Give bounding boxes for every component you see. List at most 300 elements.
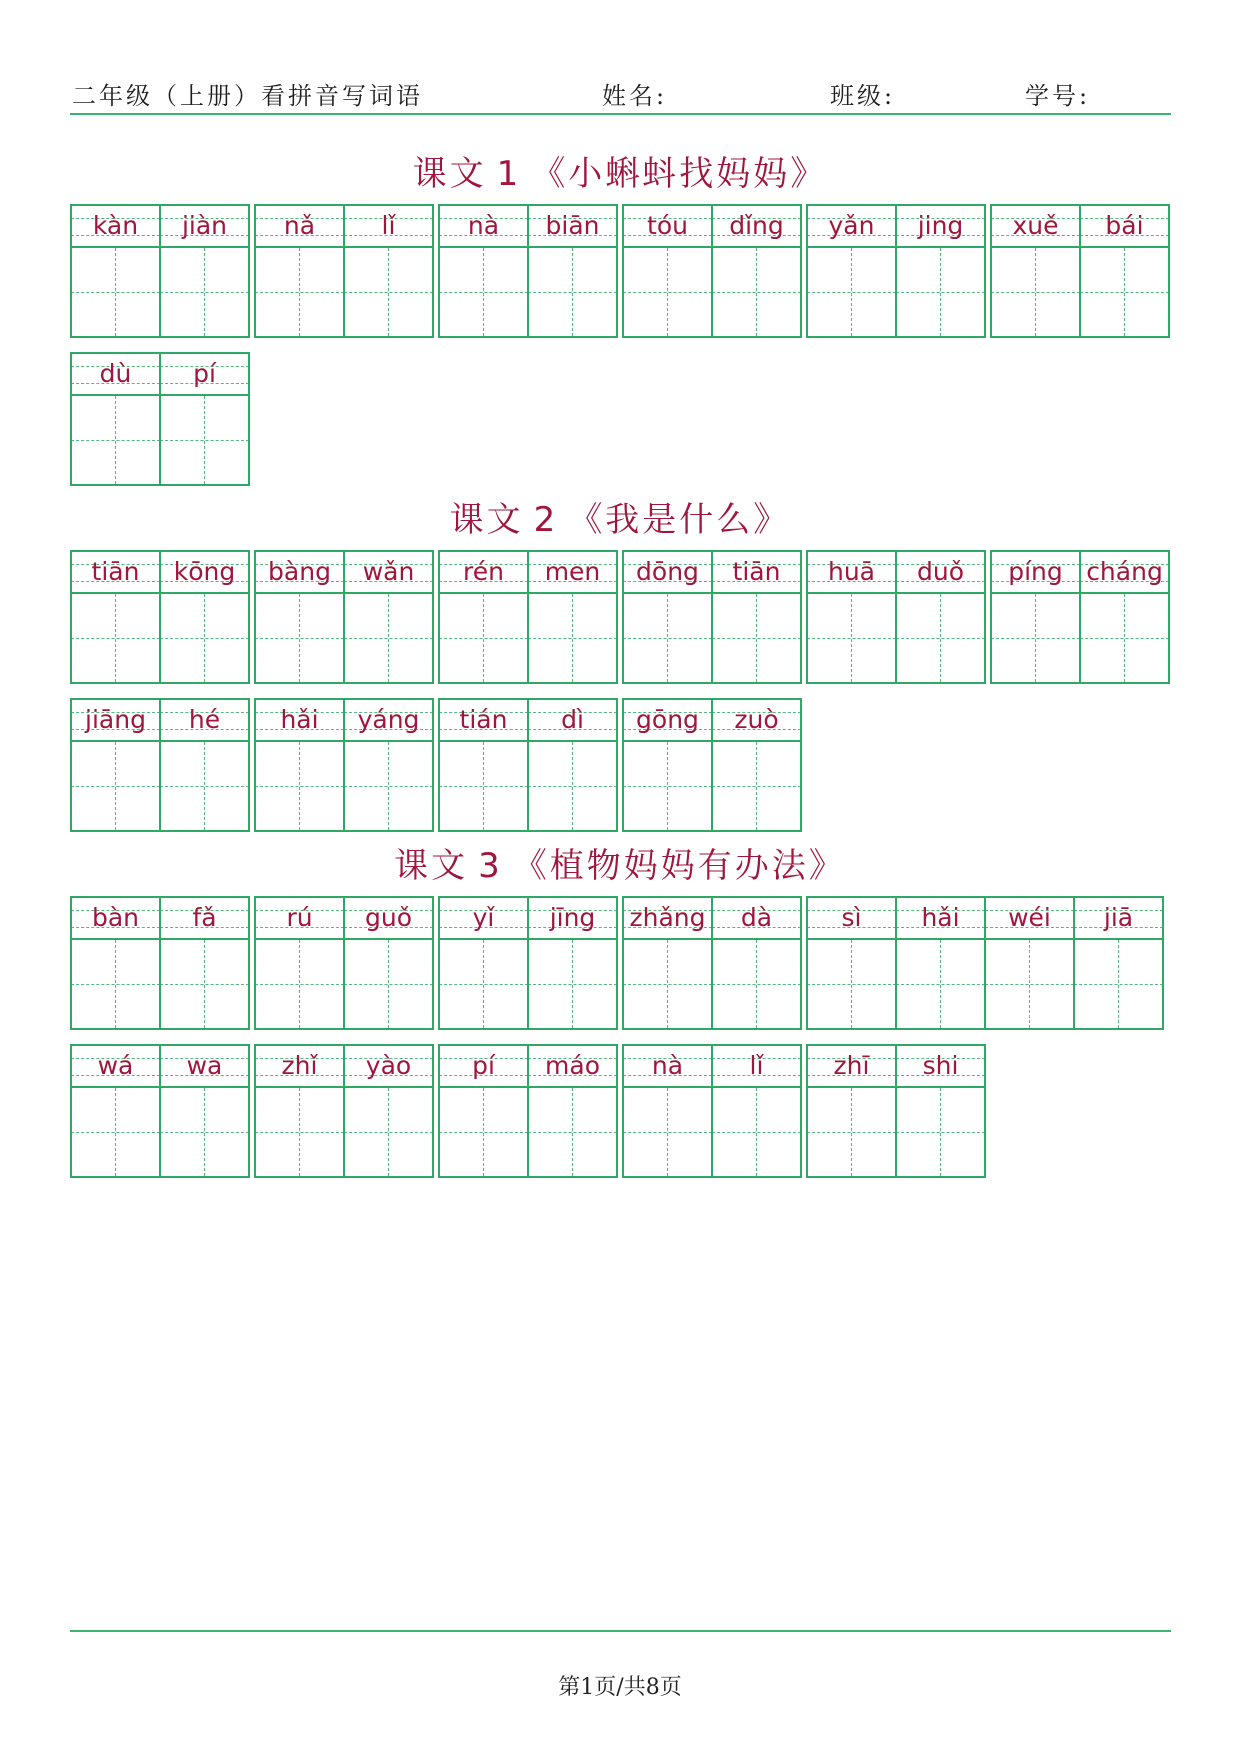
pinyin-lines: [712, 1044, 801, 1088]
pinyin-text: bàn: [91, 903, 140, 932]
pinyin-lines: [623, 896, 712, 940]
pinyin-text: rén: [463, 557, 504, 586]
cell-divider: [990, 204, 992, 338]
tian-grid-writing-box[interactable]: [439, 248, 528, 338]
pinyin-text: jiā: [1103, 903, 1134, 932]
word-box: [70, 204, 250, 338]
cell-divider: [159, 896, 161, 1030]
pinyin-text: yǎn: [828, 211, 875, 240]
character-cell: [344, 1044, 433, 1178]
tian-grid-writing-box[interactable]: [623, 248, 712, 338]
pinyin-text: sì: [841, 903, 862, 932]
tian-grid-writing-box[interactable]: [528, 940, 617, 1030]
pinyin-text: yáng: [357, 705, 420, 734]
character-cell: [160, 550, 249, 684]
lesson-prefix: 课文: [394, 846, 469, 886]
page-number: 第1页/共8页: [558, 1675, 682, 1700]
word-box: [622, 1044, 802, 1178]
tian-grid-writing-box[interactable]: [439, 1088, 528, 1178]
tian-grid-writing-box[interactable]: [1074, 940, 1163, 1030]
pinyin-text: wǎn: [362, 557, 415, 586]
character-cell: [623, 1044, 712, 1178]
lesson-title-1: [0, 146, 1240, 195]
cell-divider: [248, 352, 250, 486]
pinyin-lines: [528, 1044, 617, 1088]
cell-divider: [248, 896, 250, 1030]
pinyin-lines: [807, 896, 896, 940]
cell-divider: [254, 550, 256, 684]
pinyin-lines: [623, 1044, 712, 1088]
tian-grid-writing-box[interactable]: [255, 742, 344, 832]
lesson-number: 1: [496, 154, 522, 194]
tian-grid-writing-box[interactable]: [712, 1088, 801, 1178]
character-cell: [807, 1044, 896, 1178]
worksheet-header: [70, 70, 1170, 114]
cell-divider: [248, 550, 250, 684]
pinyin-text: zhǐ: [281, 1051, 318, 1080]
pinyin-lines: [528, 698, 617, 742]
pinyin-text: yào: [365, 1051, 412, 1080]
pinyin-text: píng: [1008, 557, 1063, 586]
character-cell: [807, 550, 896, 684]
cell-divider: [438, 698, 440, 832]
cell-divider: [616, 204, 618, 338]
pinyin-lines: [896, 896, 985, 940]
word-box: [70, 698, 250, 832]
tian-grid-writing-box[interactable]: [439, 742, 528, 832]
word-box: [254, 896, 434, 1030]
cell-divider: [159, 1044, 161, 1178]
word-box: [622, 896, 802, 1030]
tian-grid-writing-box[interactable]: [528, 248, 617, 338]
pinyin-text: zhǎng: [629, 903, 706, 932]
pinyin-lines: [344, 550, 433, 594]
pinyin-lines: [439, 204, 528, 248]
pinyin-lines: [896, 550, 985, 594]
tian-grid-writing-box[interactable]: [712, 940, 801, 1030]
tian-grid-writing-box[interactable]: [344, 742, 433, 832]
pinyin-lines: [71, 550, 160, 594]
character-cell: [255, 896, 344, 1030]
pinyin-lines: [344, 698, 433, 742]
pinyin-text: kàn: [92, 211, 139, 240]
tian-grid-writing-box[interactable]: [344, 940, 433, 1030]
cell-divider: [616, 1044, 618, 1178]
word-box: [254, 698, 434, 832]
cell-divider: [1073, 896, 1075, 1030]
tian-grid-writing-box[interactable]: [160, 1088, 249, 1178]
cell-divider: [800, 896, 802, 1030]
pinyin-lines: [623, 698, 712, 742]
character-cell: [896, 896, 985, 1030]
character-cell: [344, 204, 433, 338]
word-box: [622, 204, 802, 338]
cell-divider: [895, 204, 897, 338]
word-box: [806, 896, 1164, 1030]
tian-grid-writing-box[interactable]: [255, 1088, 344, 1178]
cell-divider: [432, 698, 434, 832]
pinyin-text: nà: [651, 1051, 684, 1080]
word-box: [806, 550, 986, 684]
character-cell: [255, 550, 344, 684]
pinyin-lines: [623, 204, 712, 248]
pinyin-text: pí: [193, 359, 216, 388]
word-box: [70, 1044, 250, 1178]
cell-divider: [806, 204, 808, 338]
pinyin-lines: [255, 698, 344, 742]
tian-grid-writing-box[interactable]: [255, 248, 344, 338]
tian-grid-writing-box[interactable]: [160, 396, 249, 486]
cell-divider: [70, 1044, 72, 1178]
tian-grid-writing-box[interactable]: [71, 248, 160, 338]
character-cell: [71, 698, 160, 832]
pinyin-lines: [807, 550, 896, 594]
pinyin-text: rú: [286, 903, 313, 932]
pinyin-lines: [71, 896, 160, 940]
cell-divider: [984, 1044, 986, 1178]
tian-grid-writing-box[interactable]: [896, 940, 985, 1030]
lesson-name: 《植物妈妈有办法》: [512, 846, 846, 886]
cell-divider: [800, 698, 802, 832]
pinyin-text: dǐng: [729, 211, 784, 240]
cell-divider: [438, 1044, 440, 1178]
pinyin-lines: [255, 896, 344, 940]
character-cell: [528, 204, 617, 338]
tian-grid-writing-box[interactable]: [344, 1088, 433, 1178]
lesson-prefix: 课文: [412, 154, 487, 194]
pinyin-lines: [255, 550, 344, 594]
cell-divider: [254, 698, 256, 832]
tian-grid-writing-box[interactable]: [896, 1088, 985, 1178]
pinyin-lines: [439, 896, 528, 940]
word-box: [806, 204, 986, 338]
worksheet-title: 二年级（上册）看拼音写词语: [72, 82, 423, 110]
cell-divider: [438, 896, 440, 1030]
cell-divider: [984, 204, 986, 338]
pinyin-lines: [991, 550, 1080, 594]
cell-divider: [1079, 550, 1081, 684]
tian-grid-writing-box[interactable]: [623, 1088, 712, 1178]
tian-grid-writing-box[interactable]: [344, 594, 433, 684]
cell-divider: [248, 698, 250, 832]
character-cell: [1080, 550, 1169, 684]
pinyin-text: wa: [186, 1051, 223, 1080]
cell-divider: [527, 550, 529, 684]
pinyin-text: biān: [545, 211, 600, 240]
pinyin-lines: [623, 550, 712, 594]
character-cell: [255, 204, 344, 338]
pinyin-text: bàng: [268, 557, 331, 586]
tian-grid-writing-box[interactable]: [1080, 248, 1169, 338]
class-label: 班级:: [830, 82, 896, 110]
tian-grid-writing-box[interactable]: [160, 594, 249, 684]
character-cell: [991, 550, 1080, 684]
pinyin-lines: [344, 1044, 433, 1088]
pinyin-text: huā: [827, 557, 875, 586]
lesson-number: 2: [533, 500, 559, 540]
cell-divider: [159, 352, 161, 486]
pinyin-lines: [528, 896, 617, 940]
character-cell: [71, 896, 160, 1030]
character-cell: [712, 698, 801, 832]
tian-grid-writing-box[interactable]: [712, 594, 801, 684]
character-cell: [255, 1044, 344, 1178]
tian-grid-writing-box[interactable]: [255, 594, 344, 684]
character-cell: [1074, 896, 1163, 1030]
pinyin-lines: [528, 550, 617, 594]
lesson-title-2: [0, 492, 1240, 541]
pinyin-text: dù: [99, 359, 132, 388]
pinyin-lines: [160, 550, 249, 594]
pinyin-lines: [71, 352, 160, 396]
cell-divider: [622, 698, 624, 832]
character-cell: [344, 698, 433, 832]
pinyin-lines: [439, 550, 528, 594]
cell-divider: [343, 698, 345, 832]
cell-divider: [527, 896, 529, 1030]
pinyin-text: dì: [561, 705, 584, 734]
character-cell: [528, 896, 617, 1030]
character-cell: [623, 550, 712, 684]
tian-grid-writing-box[interactable]: [160, 248, 249, 338]
pinyin-text: dà: [740, 903, 773, 932]
character-cell: [991, 204, 1080, 338]
tian-grid-writing-box[interactable]: [71, 742, 160, 832]
word-box: [254, 550, 434, 684]
character-cell: [807, 204, 896, 338]
tian-grid-writing-box[interactable]: [160, 940, 249, 1030]
pinyin-text: kōng: [173, 557, 236, 586]
pinyin-lines: [712, 550, 801, 594]
word-box: [254, 204, 434, 338]
cell-divider: [895, 550, 897, 684]
cell-divider: [432, 896, 434, 1030]
pinyin-lines: [991, 204, 1080, 248]
tian-grid-writing-box[interactable]: [623, 742, 712, 832]
character-cell: [623, 204, 712, 338]
character-cell: [623, 896, 712, 1030]
pinyin-text: xuě: [1012, 211, 1059, 240]
word-box: [438, 1044, 618, 1178]
pinyin-lines: [71, 1044, 160, 1088]
pinyin-text: zuò: [734, 705, 779, 734]
pinyin-text: tiān: [732, 557, 781, 586]
tian-grid-writing-box[interactable]: [991, 248, 1080, 338]
tian-grid-writing-box[interactable]: [712, 248, 801, 338]
tian-grid-writing-box[interactable]: [528, 594, 617, 684]
tian-grid-writing-box[interactable]: [71, 1088, 160, 1178]
character-cell: [160, 352, 249, 486]
word-box: [622, 698, 802, 832]
tian-grid-writing-box[interactable]: [160, 742, 249, 832]
cell-divider: [984, 896, 986, 1030]
cell-divider: [527, 204, 529, 338]
pinyin-lines: [712, 204, 801, 248]
cell-divider: [711, 698, 713, 832]
character-cell: [439, 1044, 528, 1178]
character-cell: [896, 204, 985, 338]
cell-divider: [711, 550, 713, 684]
pinyin-text: wá: [97, 1051, 134, 1080]
cell-divider: [711, 896, 713, 1030]
tian-grid-writing-box[interactable]: [623, 594, 712, 684]
pinyin-lines: [344, 204, 433, 248]
tian-grid-writing-box[interactable]: [991, 594, 1080, 684]
tian-grid-writing-box[interactable]: [71, 396, 160, 486]
pinyin-text: máo: [545, 1051, 600, 1080]
lesson-number: 3: [478, 846, 503, 886]
cell-divider: [984, 550, 986, 684]
pinyin-text: jīng: [549, 903, 596, 932]
pinyin-lines: [160, 698, 249, 742]
cell-divider: [1079, 204, 1081, 338]
header-divider: [70, 113, 1171, 115]
pinyin-lines: [255, 1044, 344, 1088]
pinyin-text: men: [544, 557, 601, 586]
tian-grid-writing-box[interactable]: [896, 594, 985, 684]
cell-divider: [343, 204, 345, 338]
pinyin-text: fǎ: [192, 903, 217, 932]
pinyin-text: duǒ: [916, 557, 964, 586]
cell-divider: [622, 1044, 624, 1178]
cell-divider: [254, 1044, 256, 1178]
tian-grid-writing-box[interactable]: [896, 248, 985, 338]
cell-divider: [70, 698, 72, 832]
cell-divider: [527, 1044, 529, 1178]
word-box: [990, 550, 1170, 684]
pinyin-text: gōng: [636, 705, 699, 734]
pinyin-text: lǐ: [381, 211, 396, 240]
cell-divider: [438, 204, 440, 338]
character-cell: [1080, 204, 1169, 338]
pinyin-text: jiāng: [85, 705, 146, 734]
pinyin-lines: [160, 204, 249, 248]
lesson-name: 《小蝌蚪找妈妈》: [531, 154, 828, 194]
character-cell: [528, 698, 617, 832]
cell-divider: [800, 1044, 802, 1178]
cell-divider: [711, 204, 713, 338]
character-cell: [344, 550, 433, 684]
tian-grid-writing-box[interactable]: [439, 940, 528, 1030]
cell-divider: [800, 550, 802, 684]
pinyin-text: jiàn: [181, 211, 228, 240]
tian-grid-writing-box[interactable]: [807, 1088, 896, 1178]
word-box: [70, 550, 250, 684]
character-cell: [985, 896, 1074, 1030]
pinyin-lines: [1074, 896, 1163, 940]
word-box: [438, 698, 618, 832]
tian-grid-writing-box[interactable]: [712, 742, 801, 832]
tian-grid-writing-box[interactable]: [807, 594, 896, 684]
cell-divider: [438, 550, 440, 684]
word-box: [438, 896, 618, 1030]
pinyin-text: hé: [188, 705, 221, 734]
pinyin-text: hǎi: [280, 705, 319, 734]
character-cell: [160, 1044, 249, 1178]
character-cell: [255, 698, 344, 832]
tian-grid-writing-box[interactable]: [528, 742, 617, 832]
character-cell: [160, 698, 249, 832]
footer-divider: [70, 1630, 1171, 1632]
tian-grid-writing-box[interactable]: [807, 940, 896, 1030]
cell-divider: [622, 204, 624, 338]
cell-divider: [616, 698, 618, 832]
pinyin-lines: [160, 896, 249, 940]
pinyin-text: bái: [1105, 211, 1144, 240]
pinyin-lines: [71, 204, 160, 248]
pinyin-text: wéi: [1008, 903, 1051, 932]
tian-grid-writing-box[interactable]: [71, 594, 160, 684]
tian-grid-writing-box[interactable]: [985, 940, 1074, 1030]
pinyin-text: cháng: [1086, 557, 1163, 586]
cell-divider: [806, 550, 808, 684]
tian-grid-writing-box[interactable]: [807, 248, 896, 338]
cell-divider: [159, 698, 161, 832]
pinyin-lines: [807, 1044, 896, 1088]
character-cell: [712, 550, 801, 684]
character-cell: [528, 550, 617, 684]
cell-divider: [70, 204, 72, 338]
character-cell: [71, 352, 160, 486]
word-box: [806, 1044, 986, 1178]
pinyin-lines: [439, 1044, 528, 1088]
cell-divider: [1162, 896, 1164, 1030]
name-label: 姓名:: [602, 82, 668, 110]
cell-divider: [432, 204, 434, 338]
cell-divider: [343, 550, 345, 684]
cell-divider: [806, 896, 808, 1030]
word-box: [622, 550, 802, 684]
cell-divider: [254, 204, 256, 338]
character-cell: [439, 204, 528, 338]
word-box: [438, 204, 618, 338]
cell-divider: [254, 896, 256, 1030]
tian-grid-writing-box[interactable]: [439, 594, 528, 684]
tian-grid-writing-box[interactable]: [1080, 594, 1169, 684]
cell-divider: [616, 896, 618, 1030]
character-cell: [712, 204, 801, 338]
word-box: [70, 352, 250, 486]
character-cell: [896, 1044, 985, 1178]
lesson-title-3: [0, 838, 1240, 887]
character-cell: [712, 896, 801, 1030]
pinyin-text: nǎ: [283, 211, 316, 240]
cell-divider: [70, 352, 72, 486]
pinyin-text: tián: [459, 705, 508, 734]
pinyin-text: hǎi: [921, 903, 960, 932]
cell-divider: [248, 1044, 250, 1178]
pinyin-text: zhī: [833, 1051, 870, 1080]
tian-grid-writing-box[interactable]: [255, 940, 344, 1030]
tian-grid-writing-box[interactable]: [71, 940, 160, 1030]
pinyin-text: dōng: [636, 557, 699, 586]
pinyin-lines: [985, 896, 1074, 940]
cell-divider: [616, 550, 618, 684]
pinyin-lines: [439, 698, 528, 742]
pinyin-lines: [255, 204, 344, 248]
cell-divider: [711, 1044, 713, 1178]
tian-grid-writing-box[interactable]: [528, 1088, 617, 1178]
cell-divider: [806, 1044, 808, 1178]
tian-grid-writing-box[interactable]: [344, 248, 433, 338]
character-cell: [439, 550, 528, 684]
tian-grid-writing-box[interactable]: [623, 940, 712, 1030]
cell-divider: [895, 896, 897, 1030]
cell-divider: [527, 698, 529, 832]
character-cell: [344, 896, 433, 1030]
pinyin-lines: [896, 1044, 985, 1088]
pinyin-lines: [528, 204, 617, 248]
